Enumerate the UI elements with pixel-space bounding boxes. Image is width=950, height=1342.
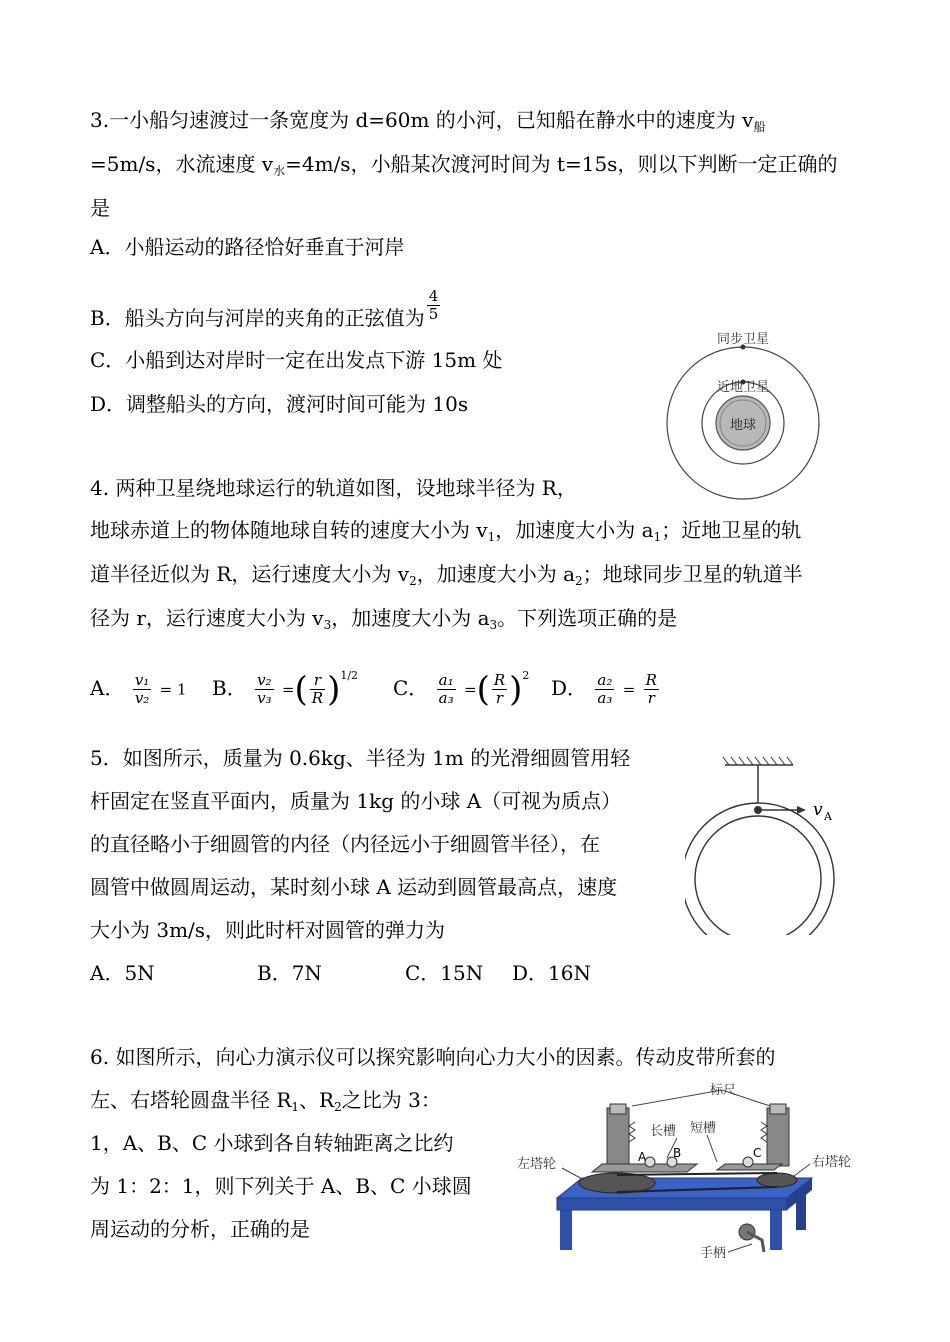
q4-option-a: A． $\frac{\text{v₁}}{\text{v₂}}$ = 1 [90,671,187,707]
q4-line-1: 4. 两种卫星绕地球运行的轨道如图，设地球半径为 R， [90,476,577,500]
q4-line-2: 地球赤道上的物体随地球自转的速度大小为 $v_1$，加速度大小为 $a_1$；近地卫星的轨 [90,518,802,544]
right-column [767,1108,789,1166]
left-column [607,1108,629,1168]
label-c: C [753,1146,762,1160]
q5-line-5: 大小为 3m/s，则此时杆对圆管的弹力为 [90,918,446,942]
q5-line-3: 的直径略小于细圆管的内径（内径远小于细圆管半径），在 [90,832,600,856]
q5-option-b: B．7N [257,961,322,985]
q5-option-c: C．15N [405,961,484,985]
q5-line-1: 5．如图所示，质量为 0.6kg、半径为 1m 的光滑细圆管用轻 [90,746,631,770]
q5-option-a: A．5N [90,961,155,985]
label-handle: 手柄 [700,1246,727,1261]
long-slot [592,1164,697,1172]
q4-line-4: 径为 r，运行速度大小为 $v_3$，加速度大小为 $a_3$。下列选项正确的是 [90,606,678,632]
apparatus-figure [512,1080,872,1265]
ball-c [743,1157,753,1167]
label-b: B [673,1146,682,1160]
near-satellite-label: 近地卫星 [716,380,770,395]
right-tower-wheel [757,1173,797,1187]
satellite-orbit-figure [660,325,830,500]
q4-option-c: C． $\frac{\text{a₁}}{\text{a₃}}$ =( $\frac{R}{r}$ )$^2$ [393,669,530,710]
spring-icon [629,1122,635,1142]
label-long-slot: 长槽 [650,1124,677,1139]
left-tower-wheel [579,1173,655,1193]
q3-option-c: C．小船到达对岸时一定在出发点下游 15m 处 [90,348,503,372]
table-leg [770,1210,782,1250]
label-a: A [638,1150,647,1164]
arrow-head-icon [797,806,806,814]
q3-line-2: =5m/s，水流速度 $v_水=4m/s$，小船某次渡河时间为 t=15s，则以下判断一定正确的 [90,152,838,178]
q3-option-d: D．调整船头的方向，渡河时间可能为 10s [90,392,469,416]
velocity-sub: A [824,810,832,823]
q6-line-2: 左、右塔轮圆盘半径 $R_1$、$R_2$之比为 3： [90,1088,441,1114]
ceiling-hatching [723,757,793,765]
q5-line-2: 杆固定在竖直平面内，质量为 1kg 的小球 A（可视为质点） [90,789,622,813]
q6-line-1: 6. 如图所示，向心力演示仪可以探究影响向心力大小的因素。传动皮带所套的 [90,1045,776,1069]
label-short-slot: 短槽 [690,1121,717,1136]
q6-line-4: 为 1：2：1，则下列关于 A、B、C 小球圆 [90,1174,472,1198]
belt [617,1173,777,1175]
q6-line-5: 周运动的分析，正确的是 [90,1217,310,1241]
q5-line-4: 圆管中做圆周运动，某时刻小球 A 运动到圆管最高点，速度 [90,875,618,899]
velocity-label: v [813,800,823,820]
ball-a [754,806,762,814]
tube-outer [685,803,834,935]
q3-line-1: 3.一小船匀速渡过一条宽度为 d=60m 的小河，已知船在静水中的速度为 $v_船$ [90,108,766,134]
sync-satellite-label: 同步卫星 [716,332,770,347]
handle-icon [747,1232,764,1252]
earth-label: 地球 [729,418,757,433]
ball-a [645,1157,655,1167]
q4-line-3: 道半径近似为 R，运行速度大小为 $v_2$，加速度大小为 $a_2$；地球同步卫星的轨道半 [90,562,803,588]
q3-line-3: 是 [90,196,110,220]
tube-figure [685,755,845,935]
label-ruler: 标尺 [710,1083,737,1098]
q5-option-d: D．16N [512,961,591,985]
tube-inner [695,816,821,935]
q3-option-b: B．船头方向与河岸的夹角的正弦值为 $\frac{4}{5}$ [90,287,439,330]
table-leg [796,1192,806,1230]
q6-line-3: 1，A、B、C 小球到各自转轴距离之比约 [90,1131,454,1155]
q4-option-d: D． $\frac{\text{a₂}}{\text{a₃}}$ = $\frac{R}{r}$ [551,671,657,707]
label-right-wheel: 右塔轮 [812,1155,852,1170]
q3-option-a: A．小船运动的路径恰好垂直于河岸 [90,235,405,259]
spring-icon [761,1122,767,1142]
label-left-wheel: 左塔轮 [517,1157,557,1172]
table-leg [560,1210,572,1250]
q4-option-b: B． $\frac{\text{v₂}}{\text{v₃}}$ =( $\frac{r}{R}$ )$^{1/2}$ [212,669,359,710]
